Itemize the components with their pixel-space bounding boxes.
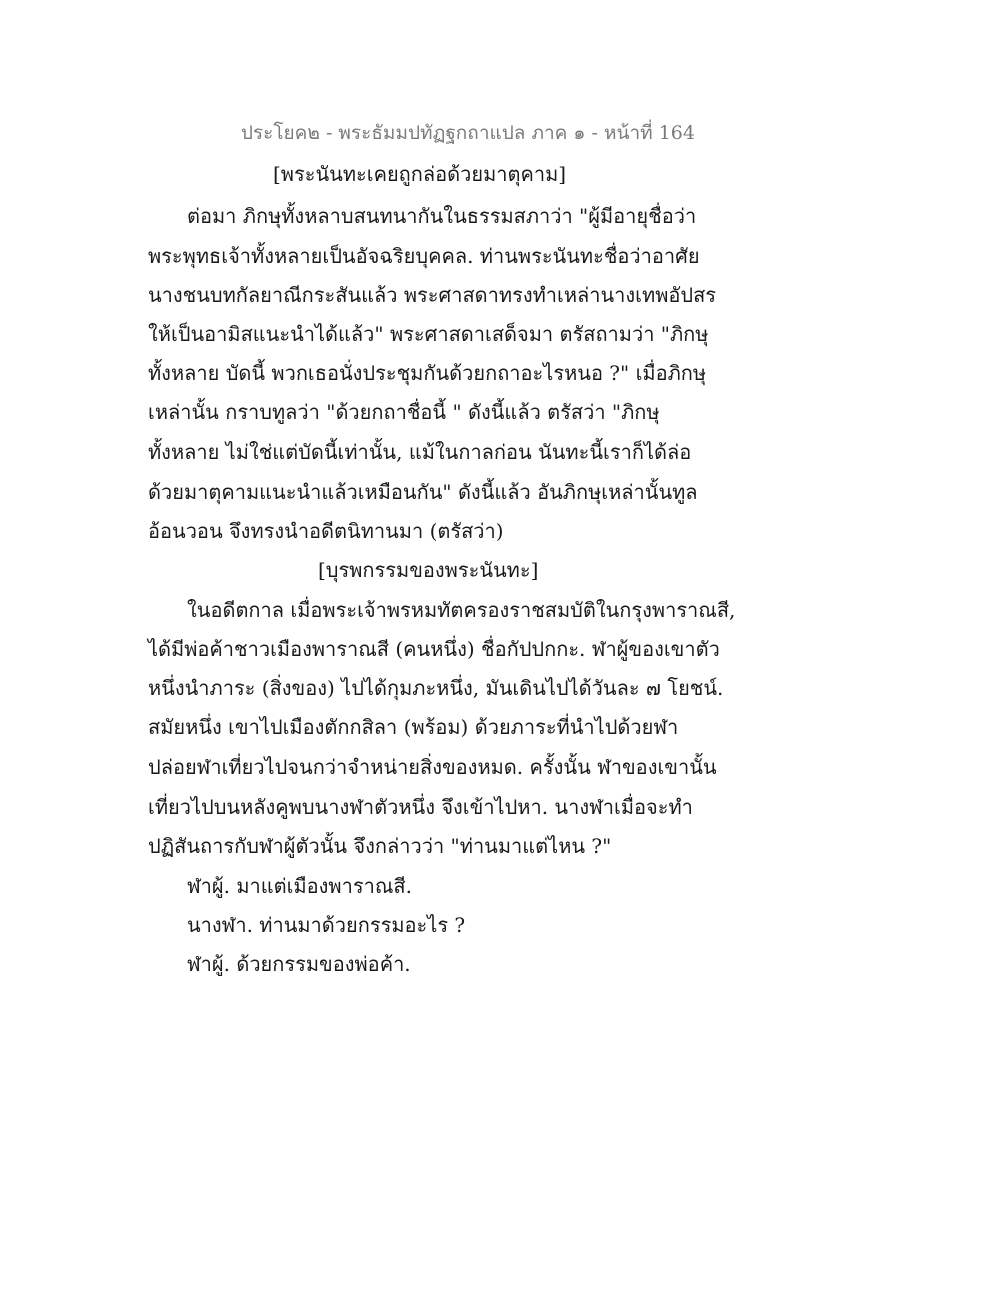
text-line: เหล่านั้น กราบทูลว่า "ด้วยกถาชื่อนี้ " ดังนี้แล้ว ตรัสว่า "ภิกษุ	[148, 400, 660, 424]
text-line: ต่อมา ภิกษุทั้งหลาบสนทนากันในธรรมสภาว่า "ผู้มีอายุชื่อว่า	[187, 204, 697, 228]
text-line: ฬาผู้. ด้วยกรรมของพ่อค้า.	[187, 952, 411, 976]
text-line: ด้วยมาตุคามแนะนำแล้วเหมือนกัน" ดังนี้แล้ว อันภิกษุเหล่านั้นทูล	[148, 480, 698, 504]
text-line: เที่ยวไปบนหลังคูพบนางฬาตัวหนึ่ง จึงเข้าไปหา. นางฬาเมื่อจะทำ	[148, 795, 693, 819]
text-line: ให้เป็นอามิสแนะนำได้แล้ว" พระศาสดาเสด็จมา ตรัสถามว่า "ภิกษุ	[148, 322, 709, 346]
text-line: สมัยหนึ่ง เขาไปเมืองตักกสิลา (พร้อม) ด้วยภาระที่นำไปด้วยฬา	[148, 715, 679, 739]
text-line: นางชนบทกัลยาณีกระสันแล้ว พระศาสดาทรงทำเหล่านางเทพอัปสร	[148, 283, 717, 307]
text-line: หนึ่งนำภาระ (สิ่งของ) ไปได้กุมภะหนึ่ง, มันเดินไปได้วันละ ๗ โยชน์.	[148, 676, 724, 700]
page-header: ประโยค๒ - พระธัมมปทัฏฐกถาแปล ภาค ๑ - หน้าที่ 164	[240, 122, 695, 144]
text-line: ทั้งหลาย ไม่ใช่แต่บัดนี้เท่านั้น, แม้ในกาลก่อน นันทะนี้เราก็ได้ล่อ	[148, 440, 692, 464]
text-line: ฬาผู้. มาแต่เมืองพาราณสี.	[187, 874, 412, 898]
text-line: อ้อนวอน จึงทรงนำอดีตนิทานมา (ตรัสว่า)	[148, 519, 504, 543]
text-line: พระพุทธเจ้าทั้งหลายเป็นอัจฉริยบุคคล. ท่านพระนันทะชื่อว่าอาศัย	[148, 244, 700, 268]
text-line: ในอดีตกาล เมื่อพระเจ้าพรหมทัตครองราชสมบัติในกรุงพาราณสี,	[187, 598, 736, 622]
text-line: ปฏิสันถารกับฬาผู้ตัวนั้น จึงกล่าวว่า "ท่านมาแต่ไหน ?"	[148, 834, 612, 858]
text-line: ทั้งหลาย บัดนี้ พวกเธอนั่งประชุมกันด้วยกถาอะไรหนอ ?" เมื่อภิกษุ	[148, 361, 707, 385]
section-heading: [พระนันทะเคยถูกล่อด้วยมาตุคาม]	[273, 162, 567, 186]
text-line: นางฬา. ท่านมาด้วยกรรมอะไร ?	[187, 913, 466, 937]
text-line: ปล่อยฬาเที่ยวไปจนกว่าจำหน่ายสิ่งของหมด. ครั้งนั้น ฬาของเขานั้น	[148, 755, 717, 779]
text-line: ได้มีพ่อค้าชาวเมืองพาราณสี (คนหนึ่ง) ชื่อกัปปกกะ. ฬาผู้ของเขาตัว	[148, 637, 720, 661]
section-heading: [บุรพกรรมของพระนันทะ]	[318, 558, 539, 582]
